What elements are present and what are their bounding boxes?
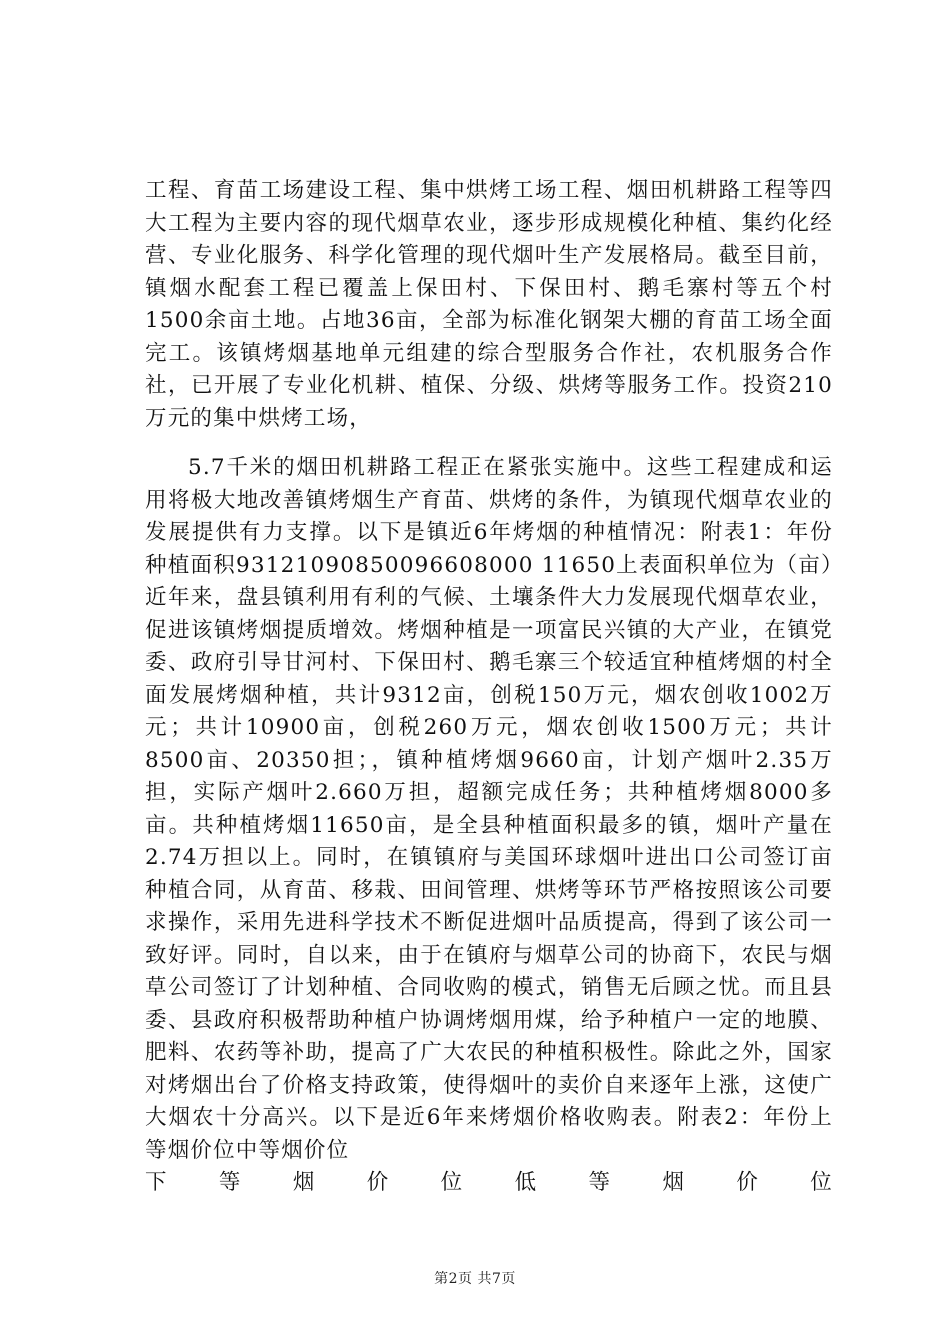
body-paragraph-2 — [145, 452, 833, 1200]
body-paragraph-2-last-line: 下 等 烟 价 位 低 等 烟 价 位 — [145, 1170, 833, 1195]
body-paragraph-2-text: 5.7千米的烟田机耕路工程正在紧张实施中。这些工程建成和运用将极大地改善镇烤烟生产育苗、烘烤的条件，为镇现代烟草农业的发展提供有力支撑。以下是镇近6年烤烟的种植情况：附表1：年份种植面积93121090850096608000 11650上表面积单位为（亩）近年来，盘县镇利用有利的气候、土壤条件大力发展现代烟草农业，促进该镇烤烟提质增效。烤烟种植是一项富民兴镇的大产业，在镇党委、政府引导甘河村、下保田村、鹅毛寨三个较适宜种植烤烟的村全面发展烤烟种植，共计9312亩，创税150万元，烟农创收1002万元；共计10900亩，创税260万元，烟农创收1500万元；共计8500亩、20350担；，镇种植烤烟9660亩，计划产烟叶2.35万担，实际产烟叶2.660万担，超额完成任务；共种植烤烟8000多亩。共种植烤烟11650亩，是全县种植面积最多的镇，烟叶产量在2.74万担以上。同时，在镇镇府与美国环球烟叶进出口公司签订亩种植合同，从育苗、移栽、田间管理、烘烤等环节严格按照该公司要求操作，采用先进科学技术不断促进烟叶品质提高，得到了该公司一致好评。同时，自以来，由于在镇府与烟草公司的协商下，农民与烟草公司签订了计划种植、合同收购的模式，销售无后顾之忧。而且县委、县政府积极帮助种植户协调烤烟用煤，给予种植户一定的地膜、肥料、农药等补助，提高了广大农民的种植积极性。除此之外，国家对烤烟出台了价格支持政策，使得烟叶的卖价自来逐年上涨，这使广大烟农十分高兴。以下是近6年来烤烟价格收购表。附表2：年份上等烟价位中等烟价位 — [145, 455, 833, 1163]
page-number-footer: 第2页 共7页 — [434, 1271, 516, 1287]
body-paragraph-1: 工程、育苗工场建设工程、集中烘烤工场工程、烟田机耕路工程等四大工程为主要内容的现代烟草农业，逐步形成规模化种植、集约化经营、专业化服务、科学化管理的现代烟叶生产发展格局。截至目前，镇烟水配套工程已覆盖上保田村、下保田村、鹅毛寨村等五个村1500余亩土地。占地36亩，全部为标准化钢架大棚的育苗工场全面完工。该镇烤烟基地单元组建的综合型服务合作社，农机服务合作社，已开展了专业化机耕、植保、分级、烘烤等服务工作。投资210万元的集中烘烤工场， — [145, 178, 833, 431]
